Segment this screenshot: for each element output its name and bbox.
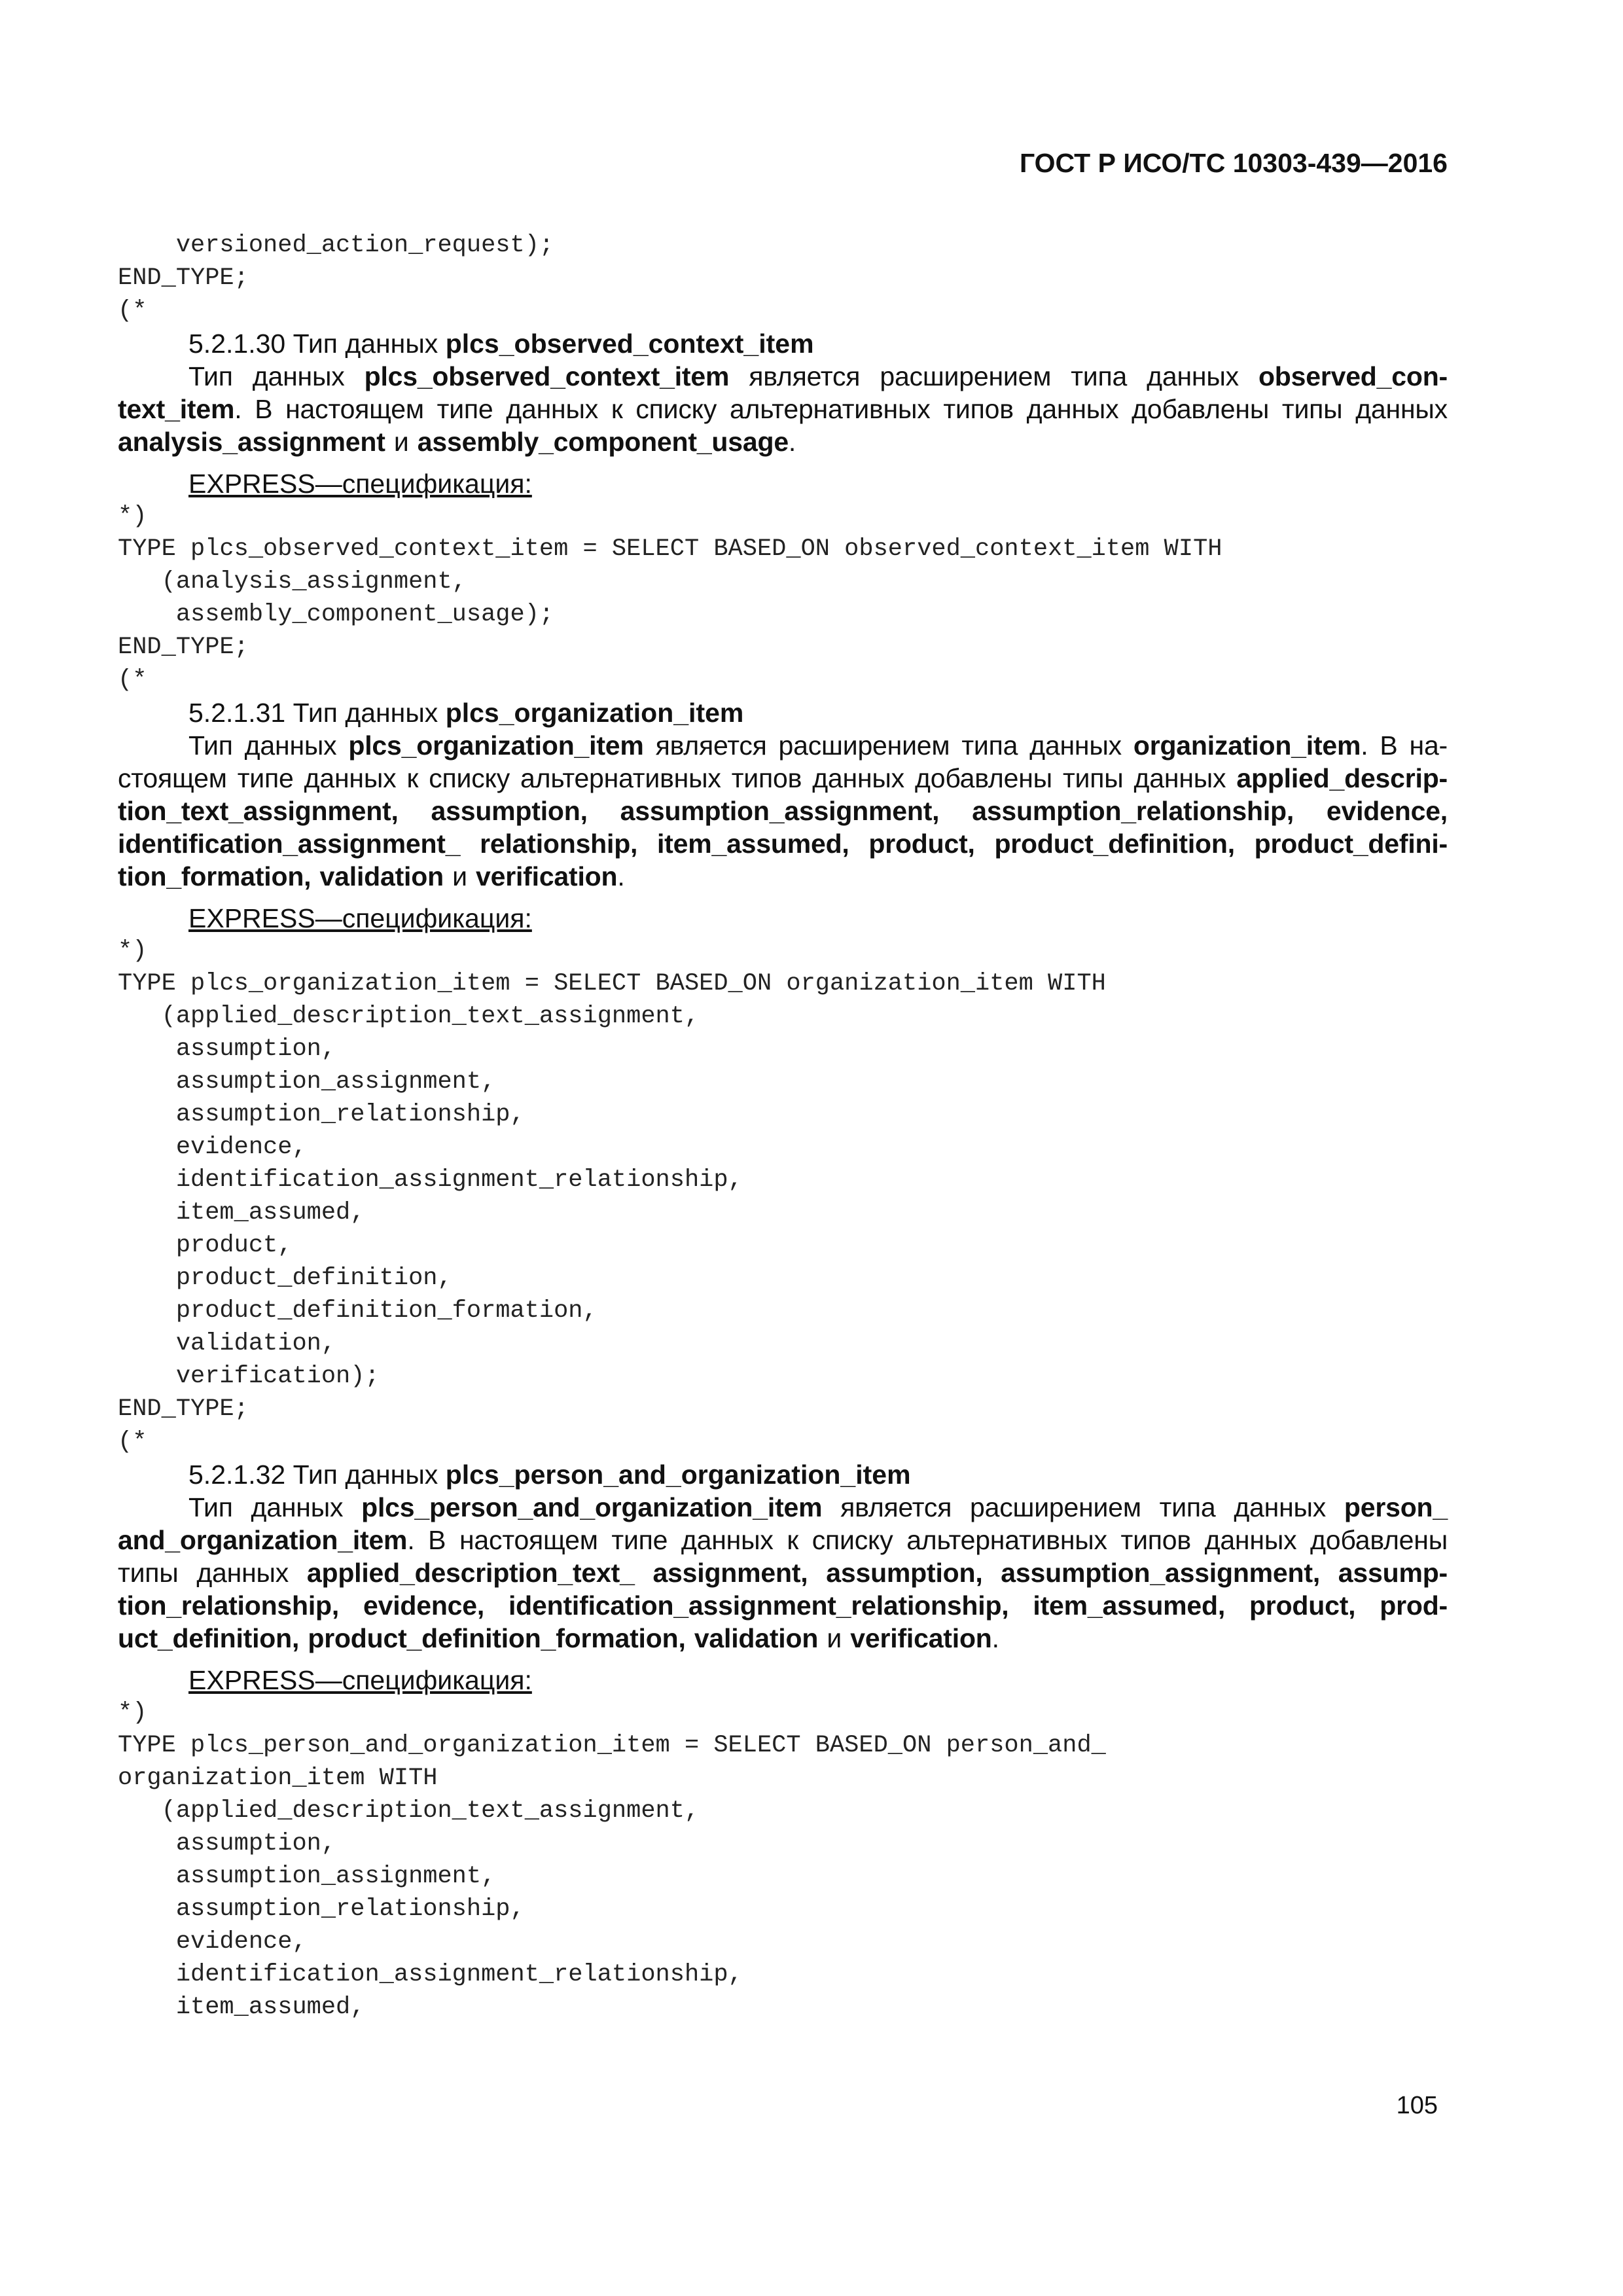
section-number: 5.2.1.30 Тип данных [188, 329, 446, 359]
page-header: ГОСТ Р ИСО/ТС 10303-439—2016 [1019, 148, 1448, 178]
section-heading [118, 327, 1448, 360]
section-heading [118, 696, 1448, 729]
text-run: . В настоящем типе данных к списку альтернативных типов данных добавлены типы данных [118, 1525, 1448, 1588]
type-name: person_ and_organization_item [118, 1492, 1448, 1555]
text-run: является расширением типа данных [643, 730, 1133, 761]
type-name-list: applied_descrip-tion_text_assignment, assumption, assumption_assignment, assumption_relationship, evidence, identification_assignment_ relationship, item_assumed, product, product_definition, product_defini-tion_formation, validation [118, 763, 1448, 891]
page-content [118, 229, 1448, 2024]
text-run: . В на-стоящем типе данных к списку альтернативных типов данных добавлены типы данных [118, 730, 1448, 793]
text-run: . [991, 1623, 999, 1653]
express-label: EXPRESS—спецификация: [188, 903, 532, 933]
type-name: verification [476, 861, 618, 891]
section-type-name: plcs_observed_context_item [445, 329, 814, 359]
code-block: *) TYPE plcs_observed_context_item = SELECT BASED_ON observed_context_item WITH (analysis_assignment, assembly_component_usage); END_TYPE; (* [118, 503, 1222, 694]
section-type-name: plcs_organization_item [445, 698, 744, 728]
type-name: observed_con-text_item [118, 361, 1448, 424]
type-name-list: applied_description_text_ assignment, assumption, assumption_assignment, assump-tion_relationship, evidence, identification_assignment_relationship, item_assumed, product, prod-uct_definition, product_definition_formation, validation [118, 1558, 1448, 1653]
section-type-name: plcs_person_and_organization_item [445, 1460, 911, 1490]
section-heading [118, 1458, 1448, 1491]
page-number: 105 [1396, 2092, 1438, 2119]
express-label: EXPRESS—спецификация: [188, 469, 532, 499]
text-run: и [443, 861, 476, 891]
text-run: Тип данных [188, 361, 365, 391]
section-number: 5.2.1.31 Тип данных [188, 698, 446, 728]
text-run: является расширением типа данных [822, 1492, 1344, 1522]
text-run: . [788, 427, 796, 457]
section-number: 5.2.1.32 Тип данных [188, 1460, 446, 1490]
section-paragraph [118, 360, 1448, 458]
section-paragraph [118, 1491, 1448, 1655]
code-block: *) TYPE plcs_person_and_organization_item = SELECT BASED_ON person_and_ organization_item WITH (applied_description_text_assignment, assumption, assumption_assignment, assumption_relationship, evidence, identification_assignment_relationship, item_assumed, [118, 1699, 1106, 2021]
express-label: EXPRESS—спецификация: [188, 1665, 532, 1695]
text-run: является расширением типа данных [729, 361, 1258, 391]
text-run: . В настоящем типе данных к списку альтернативных типов данных добавлены типы данных [234, 394, 1448, 424]
type-name: plcs_person_and_organization_item [361, 1492, 823, 1522]
text-run: и [818, 1623, 851, 1653]
type-name: verification [850, 1623, 992, 1653]
type-name: organization_item [1133, 730, 1361, 761]
code-block: versioned_action_request); END_TYPE; (* [118, 232, 554, 325]
type-name: plcs_organization_item [348, 730, 644, 761]
text-run: Тип данных [188, 1492, 362, 1522]
section-paragraph [118, 729, 1448, 893]
code-block: *) TYPE plcs_organization_item = SELECT BASED_ON organization_item WITH (applied_description_text_assignment, assumption, assumption_assignment, assumption_relationship, evidence, identification_assignment_relationship, item_assumed, product, product_definition, product_definition_formation, validation, verification); END_TYPE; (* [118, 937, 1106, 1456]
type-name: plcs_observed_context_item [364, 361, 730, 391]
text-run: Тип данных [188, 730, 349, 761]
text-run: . [617, 861, 625, 891]
type-name: assembly_component_usage [417, 427, 789, 457]
type-name: analysis_assignment [118, 427, 385, 457]
text-run: и [385, 427, 418, 457]
